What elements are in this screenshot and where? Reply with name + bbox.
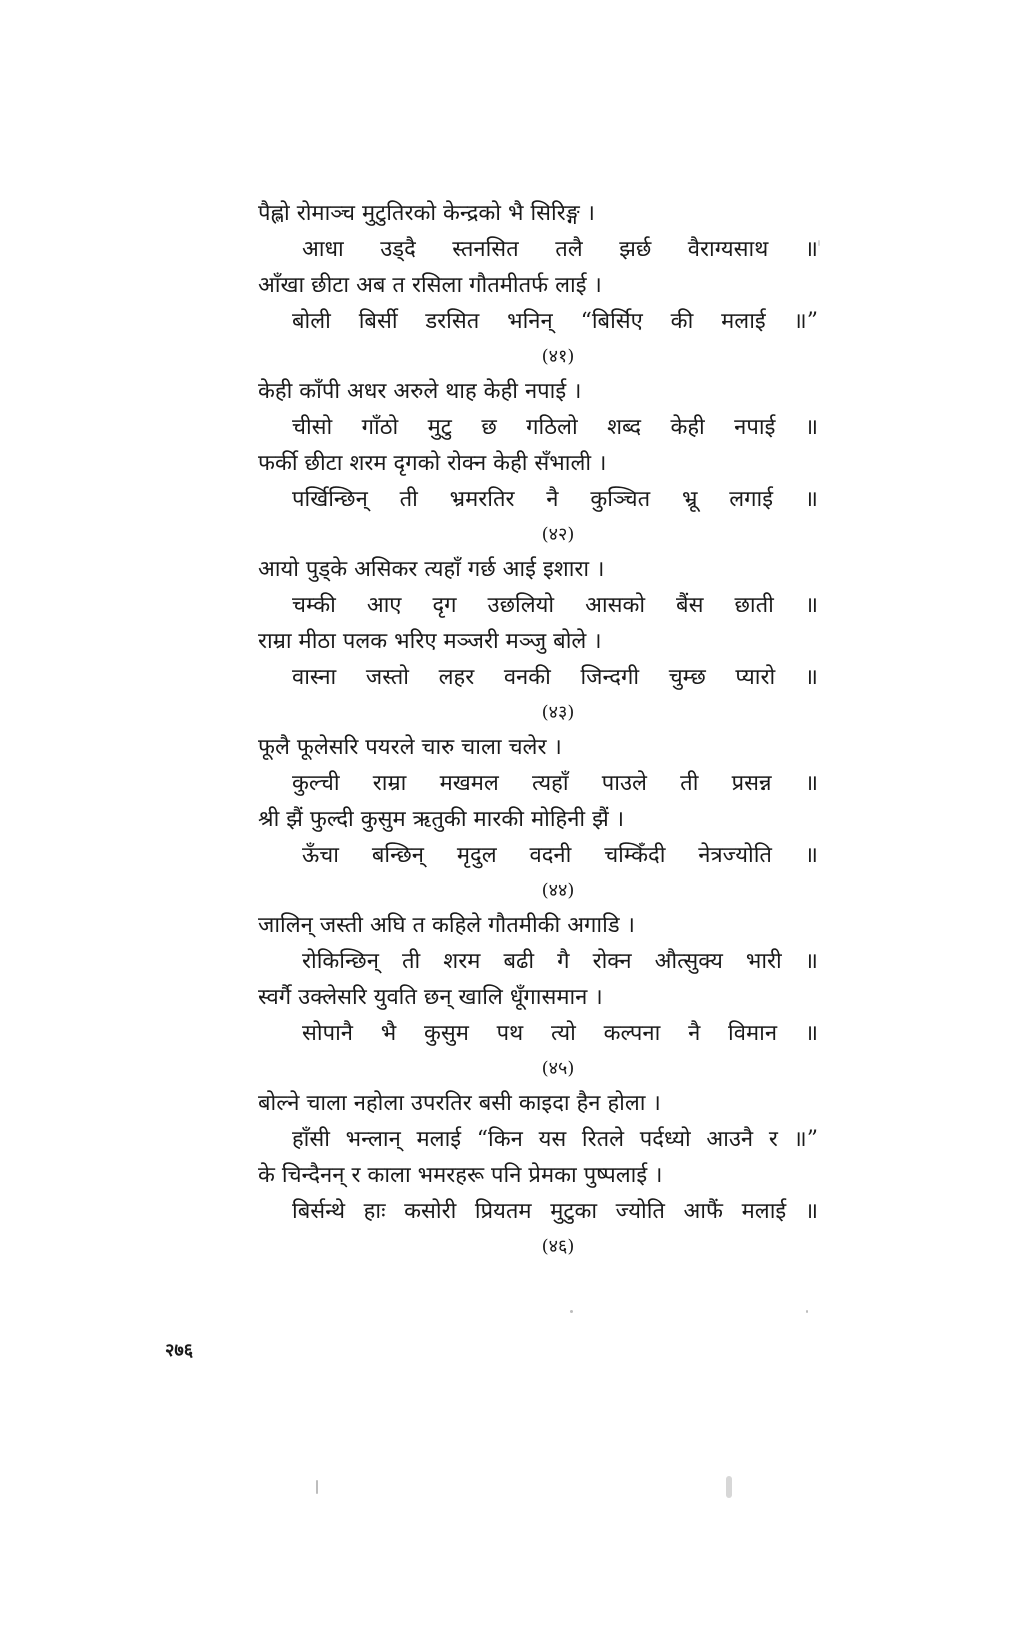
verse-number: (४६) (541, 1236, 575, 1257)
scan-speck (806, 1310, 808, 1313)
verse-line: कुल्ची राम्रा मखमल त्यहाँ पाउले ती प्रसन्न ॥ (292, 771, 818, 796)
verse-number: (४१) (541, 346, 575, 367)
verse-line: बिर्सन्थे हाः कसोरी प्रियतम मुटुका ज्योति आफैं मलाई ॥ (292, 1199, 818, 1224)
verse-line: रोकिन्छिन् ती शरम बढी गै रोक्न औत्सुक्य भारी ॥ (302, 949, 818, 974)
verse-number: (४५) (541, 1058, 575, 1079)
verse-line: बोल्ने चाला नहोला उपरतिर बसी काइदा हैन होला । (258, 1091, 661, 1116)
verse-line: आँखा छीटा अब त रसिला गौतमीतर्फ लाई । (258, 273, 602, 298)
poem-block (258, 196, 818, 1264)
verse-line: पैह्लो रोमाञ्च मुटुतिरको केन्द्रको भै सिरिङ्ग । (258, 201, 595, 226)
verse-line: ऊँचा बन्छिन् मृदुल वदनी चम्किँदी नेत्रज्योति ॥ (302, 843, 818, 868)
verse-number: (४४) (541, 880, 575, 901)
stanza-42 (258, 374, 818, 552)
verse-line: श्री झैं फुल्दी कुसुम ऋतुकी मारकी मोहिनी झैं । (258, 807, 625, 832)
scan-speck (316, 1480, 318, 1494)
verse-line: फर्की छीटा शरम दृगको रोक्न केही सँभाली । (258, 451, 607, 476)
verse-number: (४२) (541, 524, 575, 545)
verse-line: स्वर्गै उक्लेसरि युवति छन् खालि धूँगासमान । (258, 985, 603, 1010)
verse-number: (४३) (541, 702, 575, 723)
stanza-41 (258, 196, 818, 374)
verse-line: चीसो गाँठो मुटु छ गठिलो शब्द केही नपाई ॥ (292, 415, 818, 440)
stanza-46 (258, 1086, 818, 1264)
stanza-44 (258, 730, 818, 908)
verse-line: सोपानै भै कुसुम पथ त्यो कल्पना नै विमान ॥ (302, 1021, 818, 1046)
verse-line: हाँसी भन्लान् मलाई “किन यस रितले पर्दध्यो आउनै र ॥” (292, 1127, 818, 1152)
page-number: २७६ (165, 1340, 194, 1361)
stanza-45 (258, 908, 818, 1086)
stanza-43 (258, 552, 818, 730)
verse-line: आयो पुड्के असिकर त्यहाँ गर्छ आई इशारा । (258, 557, 605, 582)
verse-line: फूलै फूलेसरि पयरले चारु चाला चलेर । (258, 735, 562, 760)
verse-line: जालिन् जस्ती अघि त कहिले गौतमीकी अगाडि । (258, 913, 635, 938)
verse-line: के चिन्दैनन् र काला भमरहरू पनि प्रेमका पुष्पलाई । (258, 1163, 663, 1188)
verse-line: पर्खिन्छिन् ती भ्रमरतिर नै कुञ्चित भ्रू लगाई ॥ (292, 487, 818, 512)
verse-line: आधा उड्दै स्तनसित तलै झर्छ वैराग्यसाथ ॥ (302, 237, 818, 262)
scan-speck (818, 240, 820, 246)
verse-line: राम्रा मीठा पलक भरिए मञ्जरी मञ्जु बोले । (258, 629, 602, 654)
verse-line: केही काँपी अधर अरुले थाह केही नपाई । (258, 379, 582, 404)
verse-line: वास्ना जस्तो लहर वनकी जिन्दगी चुम्छ प्यारो ॥ (292, 665, 818, 690)
verse-line: बोली बिर्सी डरसित भनिन् “बिर्सिए की मलाई ॥” (292, 309, 818, 334)
scan-speck (726, 1476, 732, 1498)
verse-line: चम्की आए दृग उछलियो आसको बैंस छाती ॥ (292, 593, 818, 618)
scan-speck (570, 1310, 573, 1313)
